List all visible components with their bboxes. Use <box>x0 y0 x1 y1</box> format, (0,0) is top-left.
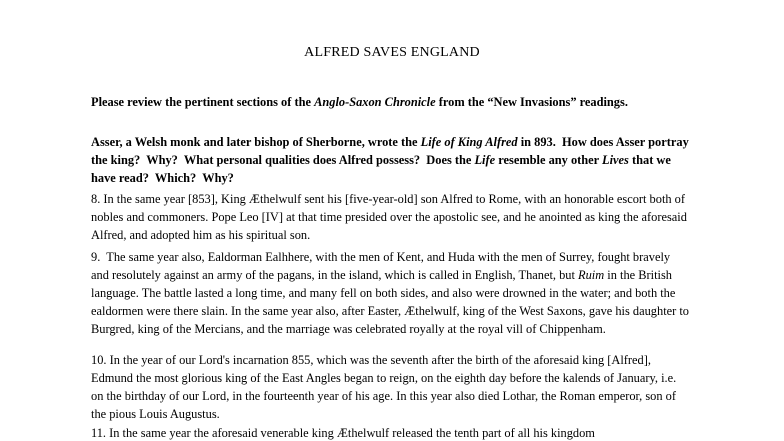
question-italic-title: Life of King Alfred <box>420 135 518 149</box>
paragraph-text: in the British language. The battle lasted a long time, and many fell on both sides, and also were drowned in the water; and both the ealdormen were there slain. In the same year also, after Easter, Æthelwulf, king of the West Saxons, gave his daughter to Burgred, king of the Mercians, and the marriage was celebrated royally at the royal vill of Chippenham. <box>91 268 693 336</box>
question-italic-word: Lives <box>602 153 629 167</box>
question-text: resemble any other <box>495 153 603 167</box>
paragraph-text: 9. The same year also, Ealdorman Ealhhere, with the men of Kent, and Huda with the men of Surrey, fought bravely and resolutely against an army of the pagans, in the island, which is called in English, Thanet, but <box>91 250 674 282</box>
document-title: ALFRED SAVES ENGLAND <box>304 45 480 60</box>
question-italic-word: Life <box>474 153 496 167</box>
question-text: Please review the pertinent sections of the <box>91 95 315 109</box>
paragraph-italic-word: Ruim <box>578 268 605 282</box>
question-text: that we have read? Which? Why? <box>91 153 674 185</box>
question-text: Asser, a Welsh monk and later bishop of Sherborne, wrote the <box>91 135 421 149</box>
paragraph-10: 10. In the year of our Lord's incarnation 855, which was the seventh after the birth of the aforesaid king [Alfred], Edmund the most glorious king of the East Angles began to reign, on the eighth day before the kalends of January, i.e. on the birthday of our Lord, in the fourteenth year of his age. In this year also died Lothar, the Roman emperor, son of the pious Louis Augustus. <box>91 353 677 421</box>
question-text: in 893. How does Asser portray the king? Why? What personal qualities does Alfred possess? Does the <box>91 135 692 167</box>
paragraph-8: 8. In the same year [853], King Æthelwulf sent his [five-year-old] son Alfred to Rome, with an honorable escort both of nobles and commoners. Pope Leo [IV] at that time presided over the apostolic see, and he anointed as king the aforesaid Alfred, and adopted him as his spiritual son. <box>91 192 687 242</box>
question-chronicle <box>91 93 691 111</box>
question-asser <box>91 133 691 187</box>
question-italic-title: Anglo-Saxon Chronicle <box>314 95 436 109</box>
paragraph-11: 11. In the same year the aforesaid venerable king Æthelwulf released the tenth part of all his kingdom <box>91 426 595 440</box>
paragraph-9 <box>91 248 691 338</box>
question-text: from the “New Invasions” readings. <box>435 95 628 109</box>
